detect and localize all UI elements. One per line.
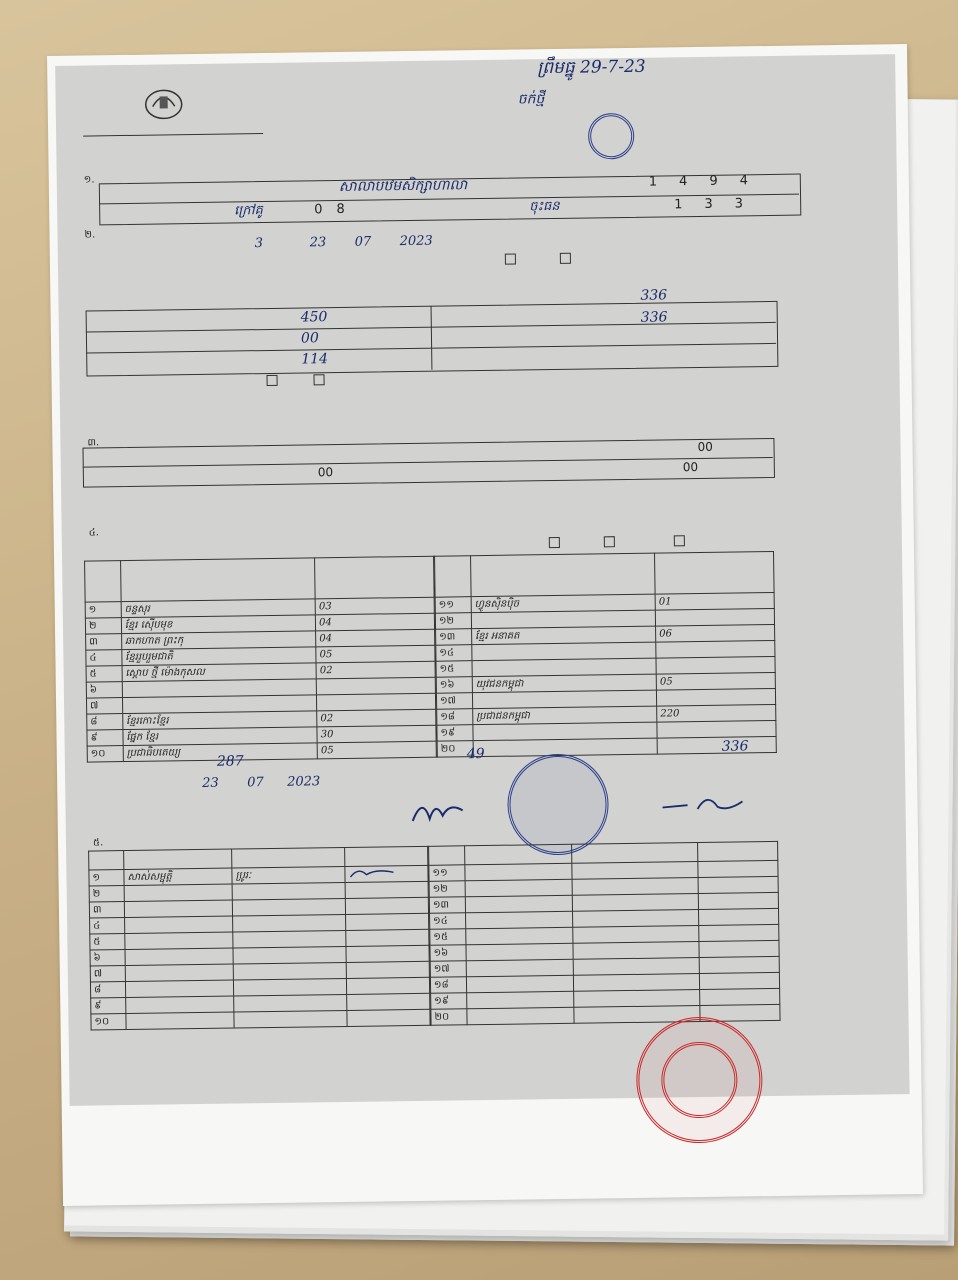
checkbox-2[interactable] <box>560 253 571 264</box>
party-name: ហ្វូនស៊ិនប៉ិច <box>471 594 655 613</box>
station-code-digit: 3 <box>704 196 735 212</box>
col-number <box>429 846 465 865</box>
row-number: ១៩ <box>437 725 473 741</box>
agent-signature <box>346 977 429 994</box>
row-number: ៧ <box>86 698 122 714</box>
total-in-box: 336 <box>721 738 749 755</box>
agent-name <box>466 991 574 1008</box>
agent-party <box>573 926 699 944</box>
col-number <box>435 556 471 597</box>
agent-party <box>233 930 346 948</box>
agent-name <box>125 964 233 982</box>
table-header-row <box>435 551 775 597</box>
col-votes <box>655 551 774 594</box>
party-votes <box>657 720 776 738</box>
agent-party <box>572 862 698 880</box>
agent-party <box>234 1010 347 1028</box>
row-number: ១០ <box>91 1014 126 1030</box>
agent-party <box>233 914 346 932</box>
agent-name <box>124 900 232 918</box>
agent-party <box>573 958 699 976</box>
col-party <box>572 843 698 864</box>
agent-name <box>125 932 233 950</box>
row-number: ១៣ <box>429 897 465 913</box>
agent-party <box>234 978 347 996</box>
agent-party <box>232 882 345 900</box>
objection-count-1: 00 <box>697 439 713 455</box>
row-number: ៦ <box>86 682 122 698</box>
party-results-right-table <box>434 551 777 758</box>
agent-party <box>572 878 698 896</box>
row-number: ១៥ <box>436 661 472 677</box>
row-number: ៣ <box>86 634 122 650</box>
row-number: ៨ <box>90 982 125 998</box>
agent-signature <box>346 929 429 946</box>
row-number: ១១ <box>429 865 465 881</box>
center-code-digit: 9 <box>709 173 740 189</box>
agent-party: ប្រូរៈ <box>232 866 345 884</box>
station-code-digit: 1 <box>674 196 705 213</box>
ballots-unused: 114 <box>301 351 329 368</box>
agent-signature <box>699 940 779 957</box>
signature-month: 07 <box>247 775 264 791</box>
checkbox-5[interactable] <box>549 537 560 548</box>
row-number: ១៧ <box>430 961 466 977</box>
row-number: ១៨ <box>430 977 466 993</box>
agent-name <box>124 916 232 934</box>
party-votes: 30 <box>317 725 436 743</box>
center-code-digit: 4 <box>739 172 771 189</box>
party-name: ស្តោប ថ្មី ម៉ោងកុសល <box>122 663 317 682</box>
agent-name <box>465 879 573 896</box>
party-name: ប្រជាជនកម្ពុជា <box>473 706 657 725</box>
agent-signature <box>347 1009 430 1026</box>
agent-party <box>574 990 700 1008</box>
agent-party <box>232 898 345 916</box>
col-signature <box>697 841 777 861</box>
row-number: ១២ <box>435 613 471 629</box>
checkbox-4[interactable] <box>313 374 324 385</box>
commune-name: ក្រៅគូ <box>234 203 263 219</box>
ballots-in-box: 336 <box>640 309 668 326</box>
agent-signature <box>698 860 778 877</box>
col-number <box>85 561 121 602</box>
row-number: ១ <box>85 602 121 618</box>
party-name: ប្រជាធិបតេយ្យ <box>123 743 318 762</box>
opening-month: 23 <box>309 235 327 251</box>
party-votes: 04 <box>316 629 435 647</box>
row-number: ៥ <box>90 934 125 950</box>
party-votes: 01 <box>655 592 774 610</box>
party-votes: 04 <box>316 613 435 631</box>
section-3-number: ៣. <box>87 437 100 449</box>
handwritten-note: ចក់ថ្មី <box>517 91 545 108</box>
agent-name <box>467 1007 575 1024</box>
row-number: ១២ <box>429 881 465 897</box>
party-votes: 05 <box>317 741 436 759</box>
agent-signature <box>347 993 430 1010</box>
row-number: ៩ <box>87 730 123 746</box>
agent-party <box>233 946 346 964</box>
party-votes <box>317 693 436 711</box>
agent-party <box>573 910 699 928</box>
row-number: ១១ <box>435 597 471 613</box>
agent-name <box>466 927 574 944</box>
agent-signature <box>346 913 429 930</box>
party-name: ខ្មែរ អនាគត <box>471 626 655 645</box>
party-votes <box>657 736 776 754</box>
col-party <box>232 847 345 868</box>
checkbox-3[interactable] <box>266 375 277 386</box>
objection-count-3: 00 <box>682 460 699 475</box>
row-number: ៣ <box>89 902 124 918</box>
row-number: ១៧ <box>436 693 472 709</box>
agent-signature <box>699 956 779 973</box>
opening-day: 3 <box>254 236 264 252</box>
emblem-icon <box>142 84 184 121</box>
agent-name <box>126 996 234 1014</box>
agent-signature <box>346 961 429 978</box>
col-agent-name <box>124 849 232 870</box>
registered-voters: 450 <box>300 309 328 326</box>
station-code <box>674 196 765 212</box>
commune-code-digit: 8 <box>336 201 359 218</box>
official-stamp-red-inner <box>661 1042 738 1119</box>
official-stamp-red <box>636 1016 764 1144</box>
section-2-number: ២. <box>84 229 96 241</box>
row-number: ២០ <box>431 1009 467 1025</box>
col-number <box>89 851 124 870</box>
row-number: ១៤ <box>430 913 466 929</box>
agent-signature <box>699 924 779 941</box>
invalid-votes-total: 49 <box>466 746 485 763</box>
party-votes: 03 <box>315 597 434 615</box>
party-votes: 02 <box>316 661 435 679</box>
checkbox-6[interactable] <box>604 536 615 547</box>
agent-signature <box>700 988 780 1005</box>
party-name: ចន្ទសុរ <box>121 599 316 618</box>
party-votes: 05 <box>656 672 775 690</box>
party-name: យុវជនកម្ពុជា <box>472 674 656 693</box>
center-code-digit: 1 <box>648 174 680 190</box>
row-number: ៨ <box>87 714 123 730</box>
center-code <box>649 173 770 190</box>
agent-name: សាស់សម្ផុត្តិ <box>124 868 232 886</box>
signature-year: 2023 <box>287 774 321 790</box>
agent-signature <box>345 865 428 882</box>
station-code-digit: 3 <box>734 196 766 212</box>
row-number: ២ <box>89 886 124 902</box>
chairman-signature <box>407 790 468 835</box>
col-votes <box>315 556 434 599</box>
party-results-left-table <box>84 556 437 763</box>
polling-station-name: ចុះធន <box>529 198 560 215</box>
row-number: ៥ <box>86 666 122 682</box>
opening-year-short: 07 <box>354 234 372 250</box>
section-5-number: ៥. <box>92 837 104 849</box>
party-name: ខ្មែររួបរួមជាតិ <box>122 647 317 666</box>
agent-signature <box>698 908 778 925</box>
agent-signature <box>698 876 778 893</box>
ballots-received: 00 <box>300 330 319 347</box>
center-name: សាលាបឋមសិក្សាហាលា <box>338 177 468 195</box>
checkbox-1[interactable] <box>505 254 516 265</box>
party-name: ឆាកហាត ព្រះកុ <box>121 631 316 650</box>
row-number: ១៤ <box>436 645 472 661</box>
handwritten-date: ព្រឹមធ្នូ 29-7-23 <box>537 56 646 79</box>
party-name: ខ្មែរ ស៊ើបមុខ <box>121 615 316 634</box>
commune-code-digit: 0 <box>314 202 337 218</box>
signature-day: 23 <box>202 775 219 791</box>
agent-signature <box>699 972 779 989</box>
agent-signature <box>346 945 429 962</box>
row-number: ១៣ <box>436 629 472 645</box>
agent-name <box>126 1012 234 1030</box>
agent-name <box>125 948 233 966</box>
commune-code <box>314 202 359 218</box>
agent-name <box>466 959 574 976</box>
table-header-row <box>85 556 435 602</box>
row-number: ១៩ <box>431 993 467 1009</box>
agent-name <box>466 943 574 960</box>
opening-year: 2023 <box>399 233 433 250</box>
party-votes: 05 <box>316 645 435 663</box>
result-form-page <box>47 44 923 1206</box>
party-name: ផ្នែក ខ្មែរ <box>123 727 318 746</box>
agent-name <box>465 911 573 928</box>
row-number: ១៦ <box>436 677 472 693</box>
agent-name <box>465 895 573 912</box>
agent-signature <box>345 881 428 898</box>
party-votes <box>656 640 775 658</box>
party-votes <box>657 688 776 706</box>
row-number: ៧ <box>90 966 125 982</box>
agent-name <box>125 980 233 998</box>
row-number: ១៦ <box>430 945 466 961</box>
party-votes <box>656 656 775 674</box>
row-number: ២ <box>85 618 121 634</box>
row-number: ៤ <box>86 650 122 666</box>
agent-party <box>233 962 346 980</box>
row-number: ២០ <box>437 741 473 757</box>
center-code-digit: 4 <box>679 173 710 190</box>
party-votes: 220 <box>657 704 776 722</box>
col-agent-name <box>464 844 572 864</box>
party-votes <box>655 608 774 626</box>
agent-name <box>466 975 574 992</box>
agent-party <box>573 942 699 960</box>
party-votes: 06 <box>656 624 775 642</box>
checkbox-7[interactable] <box>674 535 685 546</box>
section-1-number: ១. <box>83 174 95 186</box>
section-4-number: ៤. <box>88 527 100 539</box>
row-number: ៤ <box>90 918 125 934</box>
row-number: ១៨ <box>437 709 473 725</box>
row-number: ៦ <box>90 950 125 966</box>
row-number: ៩ <box>91 998 126 1014</box>
col-party <box>470 553 655 597</box>
col-signature <box>345 846 428 866</box>
agent-party <box>234 994 347 1012</box>
agent-name <box>124 884 232 902</box>
party-name: ខ្មែរកោះខ្មែរ <box>123 711 318 730</box>
agents-table-right <box>428 841 780 1026</box>
col-party <box>120 558 315 602</box>
official-signature <box>657 786 747 821</box>
valid-votes-total: 287 <box>216 753 244 770</box>
agent-name <box>465 863 573 880</box>
party-votes: 02 <box>317 709 436 727</box>
agent-party <box>573 894 699 912</box>
voters-voted: 336 <box>640 287 668 304</box>
objection-count-2: 00 <box>317 465 334 480</box>
agent-party <box>574 974 700 992</box>
agents-table-left <box>88 846 430 1031</box>
party-votes <box>316 677 435 695</box>
agent-signature <box>345 897 428 914</box>
agent-signature <box>698 892 778 909</box>
row-number: ១ <box>89 870 124 886</box>
row-number: ១០ <box>87 746 123 762</box>
row-number: ១៥ <box>430 929 466 945</box>
